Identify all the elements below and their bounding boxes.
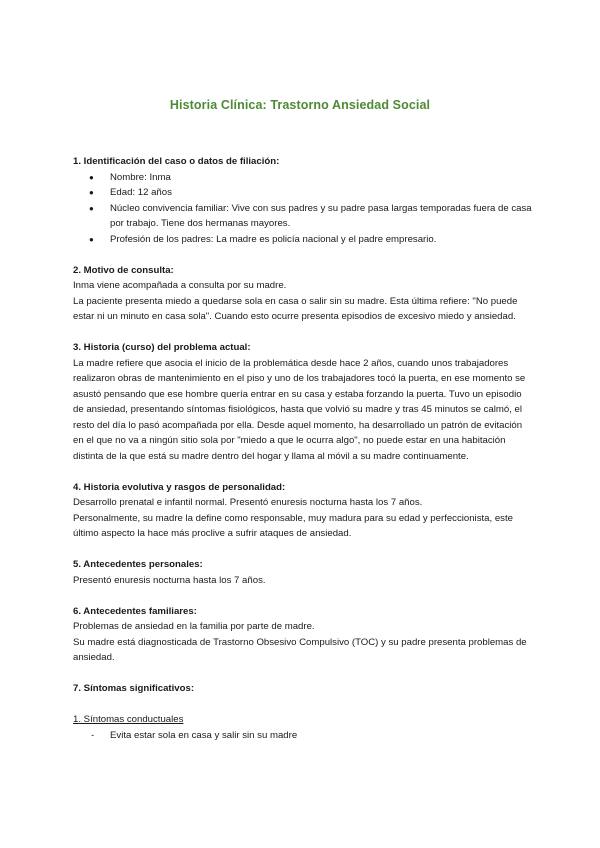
section-2-paragraph: Inma viene acompañada a consulta por su madre.: [73, 280, 287, 291]
bullet-icon: ●: [89, 234, 94, 244]
section-4-heading: 4. Historia evolutiva y rasgos de personalidad:: [73, 481, 286, 493]
list-item-text: Núcleo convivencia familiar: Vive con sus padres y su padre pasa largas temporadas fuera de casa por trabajo. Tiene dos hermanas mayores.: [110, 202, 532, 229]
document-title: Historia Clínica: Trastorno Ansiedad Social: [169, 98, 431, 112]
bullet-icon: ●: [89, 188, 94, 197]
section-1-heading: 1. Identificación del caso o datos de filiación:: [73, 156, 280, 167]
list-item-text: Edad: 12 años: [110, 187, 172, 198]
section-5-heading: 5. Antecedentes personales:: [73, 559, 203, 570]
section-7-list: [73, 728, 533, 744]
list-item: [73, 232, 533, 248]
section-6-paragraph: Su madre está diagnosticada de Trastorno Obsesivo Compulsivo (TOC) y su padre presenta problemas de ansiedad.: [73, 636, 527, 663]
list-item: [73, 170, 533, 186]
section-7-heading: 7. Síntomas significativos:: [73, 683, 195, 694]
section-6-heading: 6. Antecedentes familiares:: [73, 605, 197, 617]
document-body: [73, 154, 533, 743]
subsection-heading: 1. Síntomas conductuales: [73, 714, 184, 725]
list-item: [73, 728, 533, 744]
section-6-paragraph: Problemas de ansiedad en la familia por parte de madre.: [73, 621, 315, 632]
bullet-icon: ●: [89, 203, 94, 213]
list-item-text: Evita estar sola en casa y salir sin su madre: [110, 729, 298, 741]
list-item: [73, 185, 533, 201]
section-5-paragraph: Presentó enuresis nocturna hasta los 7 años.: [73, 574, 266, 586]
section-4-paragraph: Personalmente, su madre la define como responsable, muy madura para su edad y perfeccionista, este último aspecto la hace más proclive a sufrir ataques de ansiedad.: [73, 512, 513, 539]
bullet-icon: ●: [89, 172, 94, 182]
section-3-heading: 3. Historia (curso) del problema actual:: [73, 342, 251, 353]
list-item-text: Nombre: Inma: [110, 171, 171, 183]
list-item: [73, 201, 533, 232]
section-4-paragraph: Desarrollo prenatal e infantil normal. Presentó enuresis nocturna hasta los 7 años.: [73, 497, 423, 508]
dash-icon: -: [91, 729, 95, 741]
list-item-text: Profesión de los padres: La madre es policía nacional y el padre empresario.: [110, 233, 437, 245]
section-1-list: [73, 170, 533, 248]
section-3-paragraph: La madre refiere que asocia el inicio de la problemática desde hace 2 años, cuando unos trabajadores realizaron obras de mantenimiento en el piso y uno de los trabajadores tocó la puerta, en ese momento se asustó pensando que ese hombre quería entrar en su casa y estaba forzando la puerta. Tuvo un episodio de ansiedad, presentando síntomas fisiológicos, hasta que volvió su madre y tras 45 minutos se calmó, el resto del día lo pasó acompañada por ella. Desde aquel momento, ha desarrollado un patrón de evitación en el que no va a ningún sitio sola por "miedo a que le ocurra algo", no puede estar en una habitación distinta de la que está su madre dentro del hogar y llama al móvil a su madre continuamente.: [73, 357, 526, 462]
section-2-paragraph: La paciente presenta miedo a quedarse sola en casa o salir sin su madre. Esta última refiere: "No puede estar ni un minuto en casa sola". Cuando esto ocurre presenta episodios de excesivo miedo y ansiedad.: [73, 295, 518, 322]
section-2-heading: 2. Motivo de consulta:: [73, 264, 174, 276]
